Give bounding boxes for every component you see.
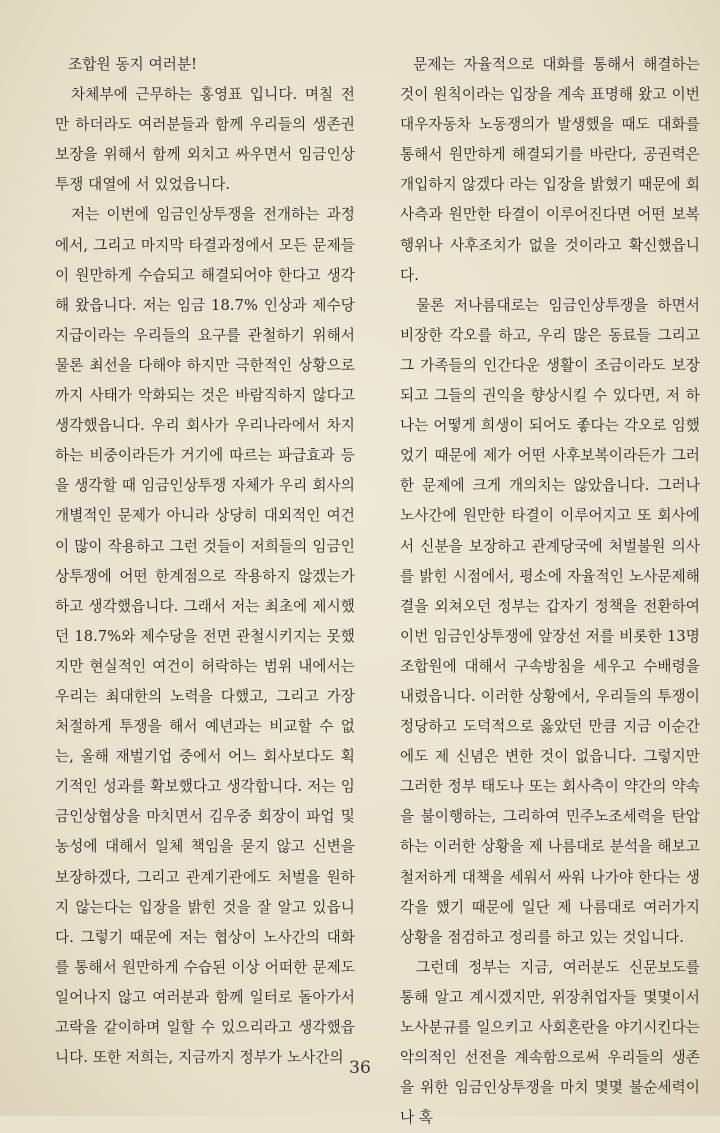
paragraph-government: 그런데 정부는 지금, 여러분도 신문보도를 통해 알고 계시겠지만, 위장취업자들 몇몇이서 노사분규를 일으키고 사회혼란을 야기시킨다는 악의적인 선전을 계속함으로써 우리들의 생존을 위한 임금인상투쟁을 마치 몇몇 불순세력이나 혹 <box>400 958 700 1127</box>
paragraph-continuation: 문제는 자율적으로 대화를 통해서 해결하는 것이 원칙이라는 입장을 계속 표명해 왔고 이번 대우자동차 노동쟁의가 발생했을 때도 대화를 통해서 원만하게 해결되기를 바란다, 공권력은 개입하지 않겠다 라는 입장을 밝혔기 때문에 회사측과 원만한 타결이 이루어진다면 어떤 보복행위나 사후조치가 없을 것이라고 확신했읍니다. <box>400 56 700 284</box>
right-text-column <box>400 50 700 1133</box>
paragraph-resolve: 물론 저나름대로는 임금인상투쟁을 하면서 비장한 각오를 하고, 우리 많은 동료들 그리고 그 가족들의 인간다운 생활이 조금이라도 보장되고 그들의 권익을 향상시킬 수 있다면, 저 하나는 어떻게 희생이 되어도 좋다는 각오로 임했었기 때문에 제가 어떤 사후보복이라든가 그러한 문제에 크게 개의치는 않았읍니다. 그러나 노사간에 원만한 타결이 이루어지고 또 회사에서 신분을 보장하고 관계당국에 처벌불원 의사를 밝힌 시점에서, 평소에 자율적인 노사문제해결을 외쳐오던 정부는 갑자기 정책을 전환하여 이번 임금인상투쟁에 앞장선 저를 비롯한 13명 조합원에 대해서 구속방침을 세우고 수배령을 내렸읍니다. 이러한 상황에서, 우리들의 투쟁이 정당하고 도덕적으로 옳았던 만큼 지금 이순간에도 제 신념은 변한 것이 없읍니다. 그렇지만 그러한 정부 태도나 또는 회사측이 약간의 약속을 불이행하는, 그리하여 민주노조세력을 탄압하는 이러한 상황을 제 나름대로 분석을 해보고 철저하게 대책을 세워서 싸워 나가야 한다는 생각을 했기 때문에 일단 제 나름대로 여러가지 상황을 점검하고 정리를 하고 있는 것입니다. <box>400 296 700 946</box>
salutation: 조합원 동지 여러분! <box>68 56 198 73</box>
paragraph-negotiation: 저는 이번에 임금인상투쟁을 전개하는 과정에서, 그리고 마지막 타결과정에서 모든 문제들이 원만하게 수습되고 해결되어야 한다고 생각해 왔읍니다. 저는 임금 18.7% 인상과 제수당지급이라는 우리들의 요구를 관철하기 위해서 물론 최선을 다해야 하지만 극한적인 상황으로까지 사태가 악화되는 것은 바람직하지 않다고 생각했읍니다. 우리 회사가 우리나라에서 차지하는 비중이라든가 거기에 따르는 파급효과 등을 생각할 때 임금인상투쟁 자체가 우리 회사의 개별적인 문제가 아니라 상당히 대외적인 여건이 많이 작용하고 그런 것들이 저희들의 임금인상투쟁에 어떤 한계점으로 작용하지 않겠는가 하고 생각했읍니다. 그래서 저는 최초에 제시했던 18.7%와 제수당을 전면 관철시키지는 못했지만 현실적인 여건이 허락하는 범위 내에서는 우리는 최대한의 노력을 다했고, 그리고 가장 처절하게 투쟁을 해서 예년과는 비교할 수 없는, 올해 재벌기업 중에서 어느 회사보다도 획기적인 성과를 확보했다고 생각합니다. 저는 임금인상협상을 마치면서 김우중 회장이 파업 및 농성에 대해서 일체 책임을 묻지 않고 신변을 보장하겠다, 그리고 관계기관에도 처벌을 원하지 않는다는 입장을 밝힌 것을 잘 알고 있읍니다. 그렇기 때문에 저는 협상이 노사간의 대화를 통해서 원만하게 수습된 이상 어떠한 문제도 일어나지 않고 여러분과 함께 일터로 돌아가서 고락을 같이하며 일할 수 있으리라고 생각했읍니다. 또한 저희는, 지금까지 정부가 노사간의 <box>55 206 355 1067</box>
paragraph-introduction: 차체부에 근무하는 홍영표 입니다. 며칠 전만 하더라도 여러분들과 함께 우리들의 생존권보장을 위해서 함께 외치고 싸우면서 임금인상투쟁 대열에 서 있었읍니다. <box>55 86 355 194</box>
page-number: 36 <box>349 1058 371 1078</box>
left-text-column <box>55 50 355 1073</box>
